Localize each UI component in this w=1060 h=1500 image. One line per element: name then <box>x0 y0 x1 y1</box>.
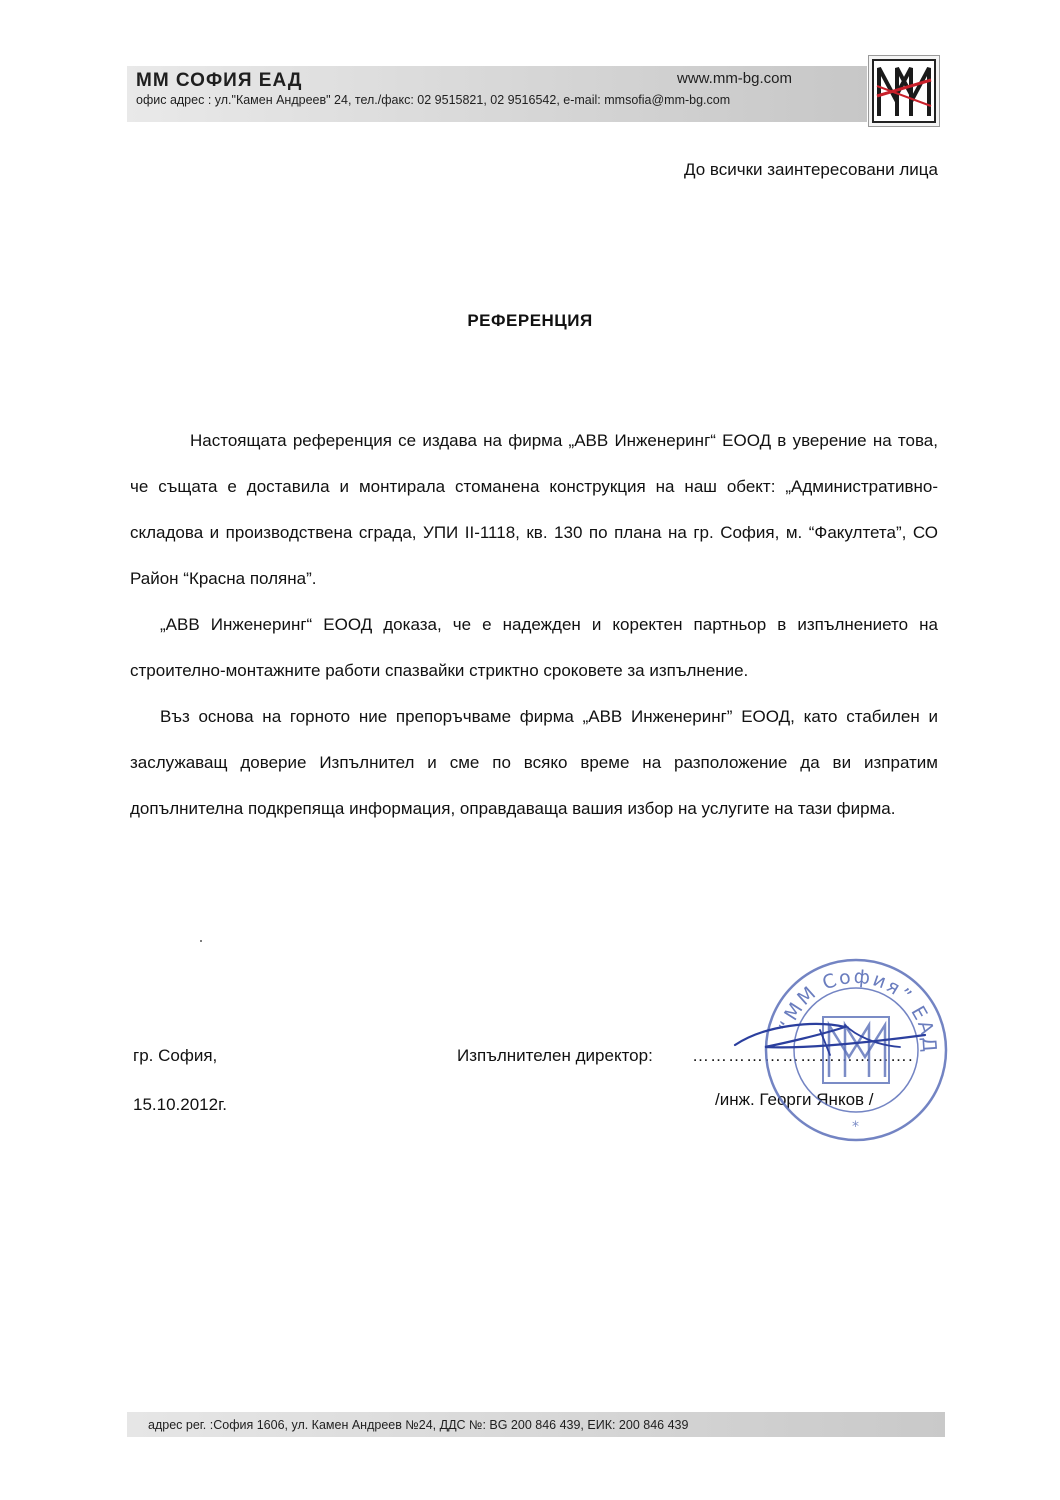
company-name: ММ СОФИЯ ЕАД <box>136 70 303 91</box>
issue-date: 15.10.2012г. <box>133 1095 227 1114</box>
place-of-issue: гр. София, <box>133 1046 218 1065</box>
company-website: www.mm-bg.com <box>676 70 792 87</box>
document-title: РЕФЕРЕНЦИЯ <box>467 311 593 330</box>
company-office-address: офис адрес : ул."Камен Андреев" 24, тел./факс: 02 9515821, 02 9516542, e-mail: mmsofia@mm-bg.com <box>136 93 731 107</box>
mm-logo-icon <box>868 55 940 127</box>
footer-registration-text: адрес рег. :София 1606, ул. Камен Андреев №24, ДДС №: BG 200 846 439, ЕИК: 200 846 439 <box>148 1418 689 1432</box>
body-paragraph-2: „АВВ Инженеринг“ ЕООД доказа, че е надежден и коректен партньор в изпълнението на строително-монтажните работи спазвайки стриктно сроковете за изпълнение. <box>130 615 938 680</box>
svg-text:*: * <box>852 1119 859 1135</box>
addressee-line: До всички заинтересовани лица <box>684 160 938 179</box>
scan-speck <box>200 940 202 942</box>
letter-body <box>130 418 938 832</box>
stamp-text: “ММ София” ЕАД <box>774 965 941 1055</box>
body-paragraph-1: Настоящата референция се издава на фирма „АВВ Инженеринг“ ЕООД в уверение на това, че същата е доставила и монтирала стоманена конструкция на наш обект: „Административно-складова и производствена сграда, УПИ II-1118, кв. 130 по плана на гр. София, м. “Факултета”, СО Район “Красна поляна”. <box>130 431 938 588</box>
signature-dotted-line: ………………………………. <box>692 1046 914 1065</box>
handwritten-signature <box>725 1005 935 1075</box>
director-label: Изпълнителен директор: <box>457 1046 653 1065</box>
director-name: /инж. Георги Янков / <box>715 1090 874 1109</box>
body-paragraph-3: Въз основа на горното ние препоръчваме фирма „АВВ Инженеринг” ЕООД, като стабилен и заслужаващ доверие Изпълнител и сме по всяко време на разположение да ви изпратим допълнителна подкрепяща информация, оправдаваща вашия избор на услугите на тази фирма. <box>130 707 938 818</box>
